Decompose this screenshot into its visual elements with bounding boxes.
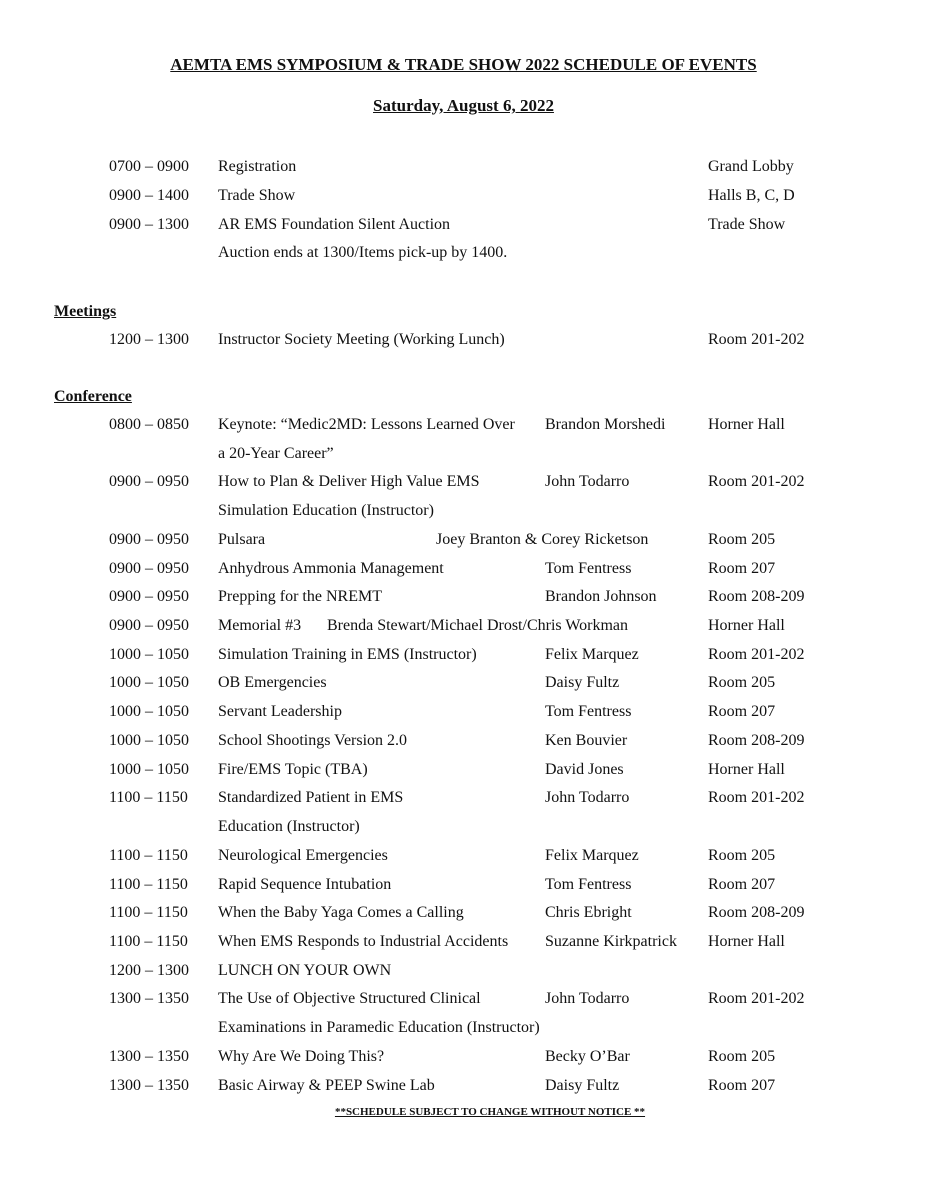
session-room: Horner Hall bbox=[708, 617, 785, 635]
schedule-row bbox=[0, 502, 927, 531]
session-speaker: Chris Ebright bbox=[545, 904, 632, 922]
session-title: Anhydrous Ammonia Management bbox=[218, 559, 444, 577]
session-speaker: Becky O’Bar bbox=[545, 1047, 630, 1065]
session-time: 0700 – 0900 bbox=[109, 158, 189, 175]
session-room: Room 201-202 bbox=[708, 331, 805, 348]
session-speaker: Daisy Fultz bbox=[545, 674, 620, 692]
session-time: 1000 – 1050 bbox=[109, 760, 189, 778]
session-title: Fire/EMS Topic (TBA) bbox=[218, 760, 368, 778]
session-title: Simulation Training in EMS (Instructor) bbox=[218, 645, 477, 663]
session-title: Memorial #3 bbox=[218, 617, 302, 635]
session-room: Room 207 bbox=[708, 703, 776, 721]
session-title: Registration bbox=[218, 158, 297, 175]
session-title: AR EMS Foundation Silent Auction bbox=[218, 215, 451, 233]
meetings-heading: Meetings bbox=[54, 303, 117, 320]
session-time: 1300 – 1350 bbox=[109, 990, 189, 1008]
schedule-row bbox=[0, 560, 927, 589]
schedule-row bbox=[0, 445, 927, 474]
schedule-row bbox=[0, 244, 927, 273]
session-title: When EMS Responds to Industrial Accidents bbox=[218, 932, 509, 950]
schedule-row bbox=[0, 158, 927, 187]
session-title: Standardized Patient in EMS bbox=[218, 789, 404, 807]
schedule-row bbox=[0, 761, 927, 790]
schedule-row bbox=[0, 703, 927, 732]
session-speaker: Felix Marquez bbox=[545, 846, 639, 864]
session-time: 1200 – 1300 bbox=[109, 961, 189, 979]
session-room: Room 201-202 bbox=[708, 990, 805, 1008]
session-time: 1100 – 1150 bbox=[109, 904, 188, 922]
session-speaker: Tom Fentress bbox=[545, 875, 632, 893]
schedule-row bbox=[0, 847, 927, 876]
session-room: Trade Show bbox=[708, 215, 786, 233]
document-title: AEMTA EMS SYMPOSIUM & TRADE SHOW 2022 SCHEDULE OF EVENTS bbox=[170, 55, 757, 74]
session-room: Room 207 bbox=[708, 875, 776, 893]
session-time: 1000 – 1050 bbox=[109, 731, 189, 749]
schedule-row bbox=[0, 789, 927, 818]
session-title: Keynote: “Medic2MD: Lessons Learned Over bbox=[218, 416, 515, 433]
session-time: 0900 – 1400 bbox=[109, 186, 189, 204]
session-room: Halls B, C, D bbox=[708, 186, 795, 204]
schedule-row bbox=[0, 818, 927, 847]
session-room: Room 205 bbox=[708, 846, 776, 864]
session-time: 0900 – 0950 bbox=[109, 559, 189, 577]
document-date: Saturday, August 6, 2022 bbox=[373, 96, 554, 115]
session-title: Rapid Sequence Intubation bbox=[218, 875, 392, 893]
session-speaker: Ken Bouvier bbox=[545, 731, 628, 749]
session-title: OB Emergencies bbox=[218, 674, 327, 692]
session-speaker: Daisy Fultz bbox=[545, 1076, 620, 1094]
session-time: 0900 – 0950 bbox=[109, 530, 189, 548]
schedule-disclaimer: **SCHEDULE SUBJECT TO CHANGE WITHOUT NOTICE ** bbox=[334, 1106, 646, 1118]
session-speaker: Suzanne Kirkpatrick bbox=[545, 932, 677, 950]
session-title: Education (Instructor) bbox=[218, 818, 360, 836]
session-time: 1100 – 1150 bbox=[109, 789, 188, 807]
session-time: 0800 – 0850 bbox=[109, 416, 189, 433]
schedule-row bbox=[0, 732, 927, 761]
session-title: How to Plan & Deliver High Value EMS bbox=[218, 473, 480, 491]
session-title: When the Baby Yaga Comes a Calling bbox=[218, 904, 464, 922]
session-time: 1000 – 1050 bbox=[109, 703, 189, 721]
session-room: Room 201-202 bbox=[708, 789, 805, 807]
conference-heading: Conference bbox=[54, 388, 132, 405]
session-speaker: Felix Marquez bbox=[545, 645, 639, 663]
session-room: Room 208-209 bbox=[708, 588, 805, 606]
schedule-row bbox=[0, 531, 927, 560]
session-time: 1100 – 1150 bbox=[109, 932, 188, 950]
session-time: 1000 – 1050 bbox=[109, 674, 189, 692]
session-room: Room 207 bbox=[708, 1076, 776, 1094]
schedule-row bbox=[0, 216, 927, 245]
session-speaker: Brenda Stewart/Michael Drost/Chris Workman bbox=[327, 617, 629, 635]
session-speaker: Tom Fentress bbox=[545, 703, 632, 721]
session-speaker: David Jones bbox=[545, 760, 624, 778]
session-title: Simulation Education (Instructor) bbox=[218, 502, 434, 520]
session-room: Room 205 bbox=[708, 530, 776, 548]
session-title: Basic Airway & PEEP Swine Lab bbox=[218, 1076, 435, 1094]
session-title: a 20-Year Career” bbox=[218, 444, 334, 462]
session-room: Room 207 bbox=[708, 559, 776, 577]
session-speaker: John Todarro bbox=[545, 789, 630, 807]
session-room: Room 208-209 bbox=[708, 904, 805, 922]
session-title: Why Are We Doing This? bbox=[218, 1047, 385, 1065]
session-room: Room 201-202 bbox=[708, 473, 805, 491]
session-time: 1100 – 1150 bbox=[109, 846, 188, 864]
session-title: Trade Show bbox=[218, 186, 296, 204]
session-title: Auction ends at 1300/Items pick-up by 1400. bbox=[218, 244, 508, 262]
session-title: LUNCH ON YOUR OWN bbox=[218, 961, 392, 979]
schedule-row bbox=[0, 416, 927, 445]
schedule-row bbox=[0, 962, 927, 991]
schedule-row bbox=[0, 876, 927, 905]
session-time: 0900 – 0950 bbox=[109, 473, 189, 491]
session-time: 0900 – 0950 bbox=[109, 588, 189, 606]
session-room: Horner Hall bbox=[708, 760, 785, 778]
session-room: Grand Lobby bbox=[708, 158, 794, 175]
session-title: Prepping for the NREMT bbox=[218, 588, 382, 606]
schedule-row bbox=[0, 331, 927, 360]
session-room: Horner Hall bbox=[708, 416, 785, 433]
schedule-row bbox=[0, 187, 927, 216]
session-room: Room 205 bbox=[708, 674, 776, 692]
schedule-row bbox=[0, 990, 927, 1019]
schedule-row bbox=[0, 1077, 927, 1106]
schedule-row bbox=[0, 674, 927, 703]
session-speaker: John Todarro bbox=[545, 990, 630, 1008]
schedule-row bbox=[0, 588, 927, 617]
session-room: Room 205 bbox=[708, 1047, 776, 1065]
session-title: Examinations in Paramedic Education (Instructor) bbox=[218, 1019, 540, 1037]
session-speaker: Brandon Morshedi bbox=[545, 416, 666, 433]
session-title: The Use of Objective Structured Clinical bbox=[218, 990, 481, 1008]
schedule-row bbox=[0, 617, 927, 646]
schedule-row bbox=[0, 933, 927, 962]
session-title: Pulsara bbox=[218, 530, 266, 548]
session-room: Horner Hall bbox=[708, 932, 785, 950]
schedule-row bbox=[0, 904, 927, 933]
session-time: 1100 – 1150 bbox=[109, 875, 188, 893]
session-time: 0900 – 1300 bbox=[109, 215, 189, 233]
session-title: School Shootings Version 2.0 bbox=[218, 731, 408, 749]
session-title: Neurological Emergencies bbox=[218, 846, 388, 864]
schedule-row bbox=[0, 646, 927, 675]
session-time: 0900 – 0950 bbox=[109, 617, 189, 635]
session-time: 1300 – 1350 bbox=[109, 1076, 189, 1094]
session-speaker: Tom Fentress bbox=[545, 559, 632, 577]
session-title: Instructor Society Meeting (Working Lunch) bbox=[218, 331, 505, 348]
session-time: 1300 – 1350 bbox=[109, 1047, 189, 1065]
schedule-row bbox=[0, 473, 927, 502]
session-speaker: Joey Branton & Corey Ricketson bbox=[436, 530, 649, 548]
session-room: Room 201-202 bbox=[708, 645, 805, 663]
session-time: 1200 – 1300 bbox=[109, 331, 189, 348]
session-speaker: Brandon Johnson bbox=[545, 588, 657, 606]
session-speaker: John Todarro bbox=[545, 473, 630, 491]
session-title: Servant Leadership bbox=[218, 703, 342, 721]
session-room: Room 208-209 bbox=[708, 731, 805, 749]
schedule-row bbox=[0, 1048, 927, 1077]
schedule-row bbox=[0, 1019, 927, 1048]
session-time: 1000 – 1050 bbox=[109, 645, 189, 663]
